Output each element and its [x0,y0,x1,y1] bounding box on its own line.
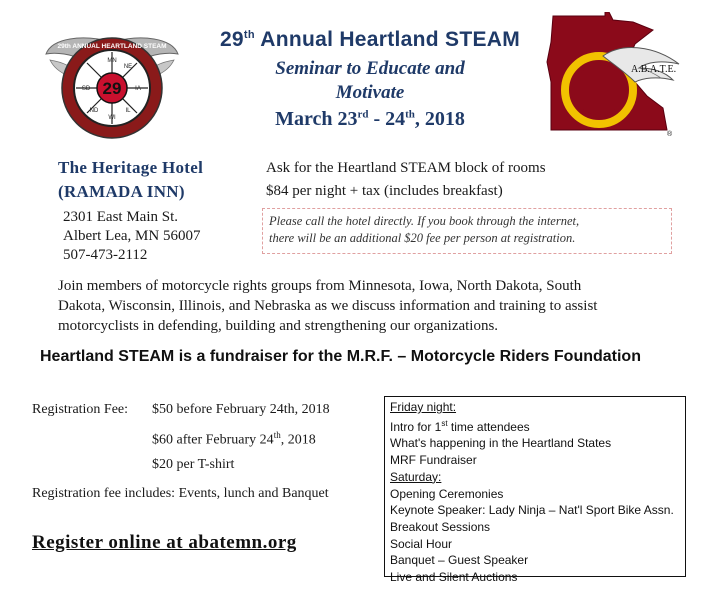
booking-note: Please call the hotel directly. If you book through the internet, there will be an additional $20 fee per person at registration. [262,208,672,254]
register-online-link[interactable]: Register online at abatemn.org [32,532,297,553]
svg-text:MN: MN [107,58,117,64]
tshirt-fee: $20 per T-shirt [152,457,235,472]
agenda-item: MRF Fundraiser [390,453,477,468]
agenda-item: Intro for 1st time attendees [390,418,530,434]
svg-text:®: ® [667,131,673,138]
registration-includes: Registration fee includes: Events, lunch and Banquet [32,486,329,501]
event-title: 29th Annual Heartland STEAM [219,28,521,51]
agenda-item: Banquet – Guest Speaker [390,553,529,568]
agenda-item: What's happening in the Heartland States [390,436,612,451]
hotel-address-city: Albert Lea, MN 56007 [63,228,201,244]
event-subtitle-line1: Seminar to Educate and [275,58,465,79]
room-block-info: Ask for the Heartland STEAM block of rooms [266,160,546,176]
svg-text:29: 29 [102,79,122,98]
agenda-saturday-heading: Saturday: [390,469,442,484]
registration-fee-late: $60 after February 24th, 2018 [152,430,316,448]
registration-fee-early: $50 before February 24th, 2018 [152,402,330,417]
agenda-item: Social Hour [390,536,453,551]
abate-logo-text: A.B.A.T.E. [631,64,677,75]
agenda-item: Opening Ceremonies [390,486,504,501]
svg-text:IA: IA [135,86,141,92]
hotel-name: The Heritage Hotel [58,158,204,177]
agenda-friday-heading: Friday night: [390,400,457,414]
svg-text:WI: WI [108,115,116,121]
svg-text:NE: NE [123,64,133,70]
agenda-item: Live and Silent Auctions [390,570,518,585]
agenda-item: Breakout Sessions [390,519,491,534]
room-rate: $84 per night + tax (includes breakfast) [266,183,503,199]
svg-text:ND: ND [89,108,99,114]
svg-text:29th ANNUAL HEARTLAND STEAM: 29th ANNUAL HEARTLAND STEAM [57,43,167,50]
event-dates: March 23rd - 24th, 2018 [275,108,465,130]
event-subtitle-line2: Motivate [335,82,405,103]
abate-minnesota-logo-icon [543,12,683,140]
fundraiser-statement: Heartland STEAM is a fundraiser for the M.R.F. – Motorcycle Riders Foundation [40,348,641,365]
agenda-box [384,396,686,585]
registration-fee-label: Registration Fee: [32,402,129,417]
hotel-address-street: 2301 East Main St. [63,209,178,225]
hotel-phone: 507-473-2112 [63,247,148,263]
heartland-steam-29-badge-icon [42,24,182,144]
svg-text:IL: IL [125,108,131,114]
agenda-item: Keynote Speaker: Lady Ninja – Nat'l Sport Bike Assn. [390,503,674,518]
svg-text:SD: SD [81,86,91,92]
intro-paragraph: Join members of motorcycle rights groups from Minnesota, Iowa, North Dakota, South Dakota, Wisconsin, Illinois, and Nebraska as we discuss information and training to assist motorcyclists in defending, building and strengthening our organizations. [58,278,598,334]
hotel-name-subtitle: (RAMADA INN) [58,182,185,201]
